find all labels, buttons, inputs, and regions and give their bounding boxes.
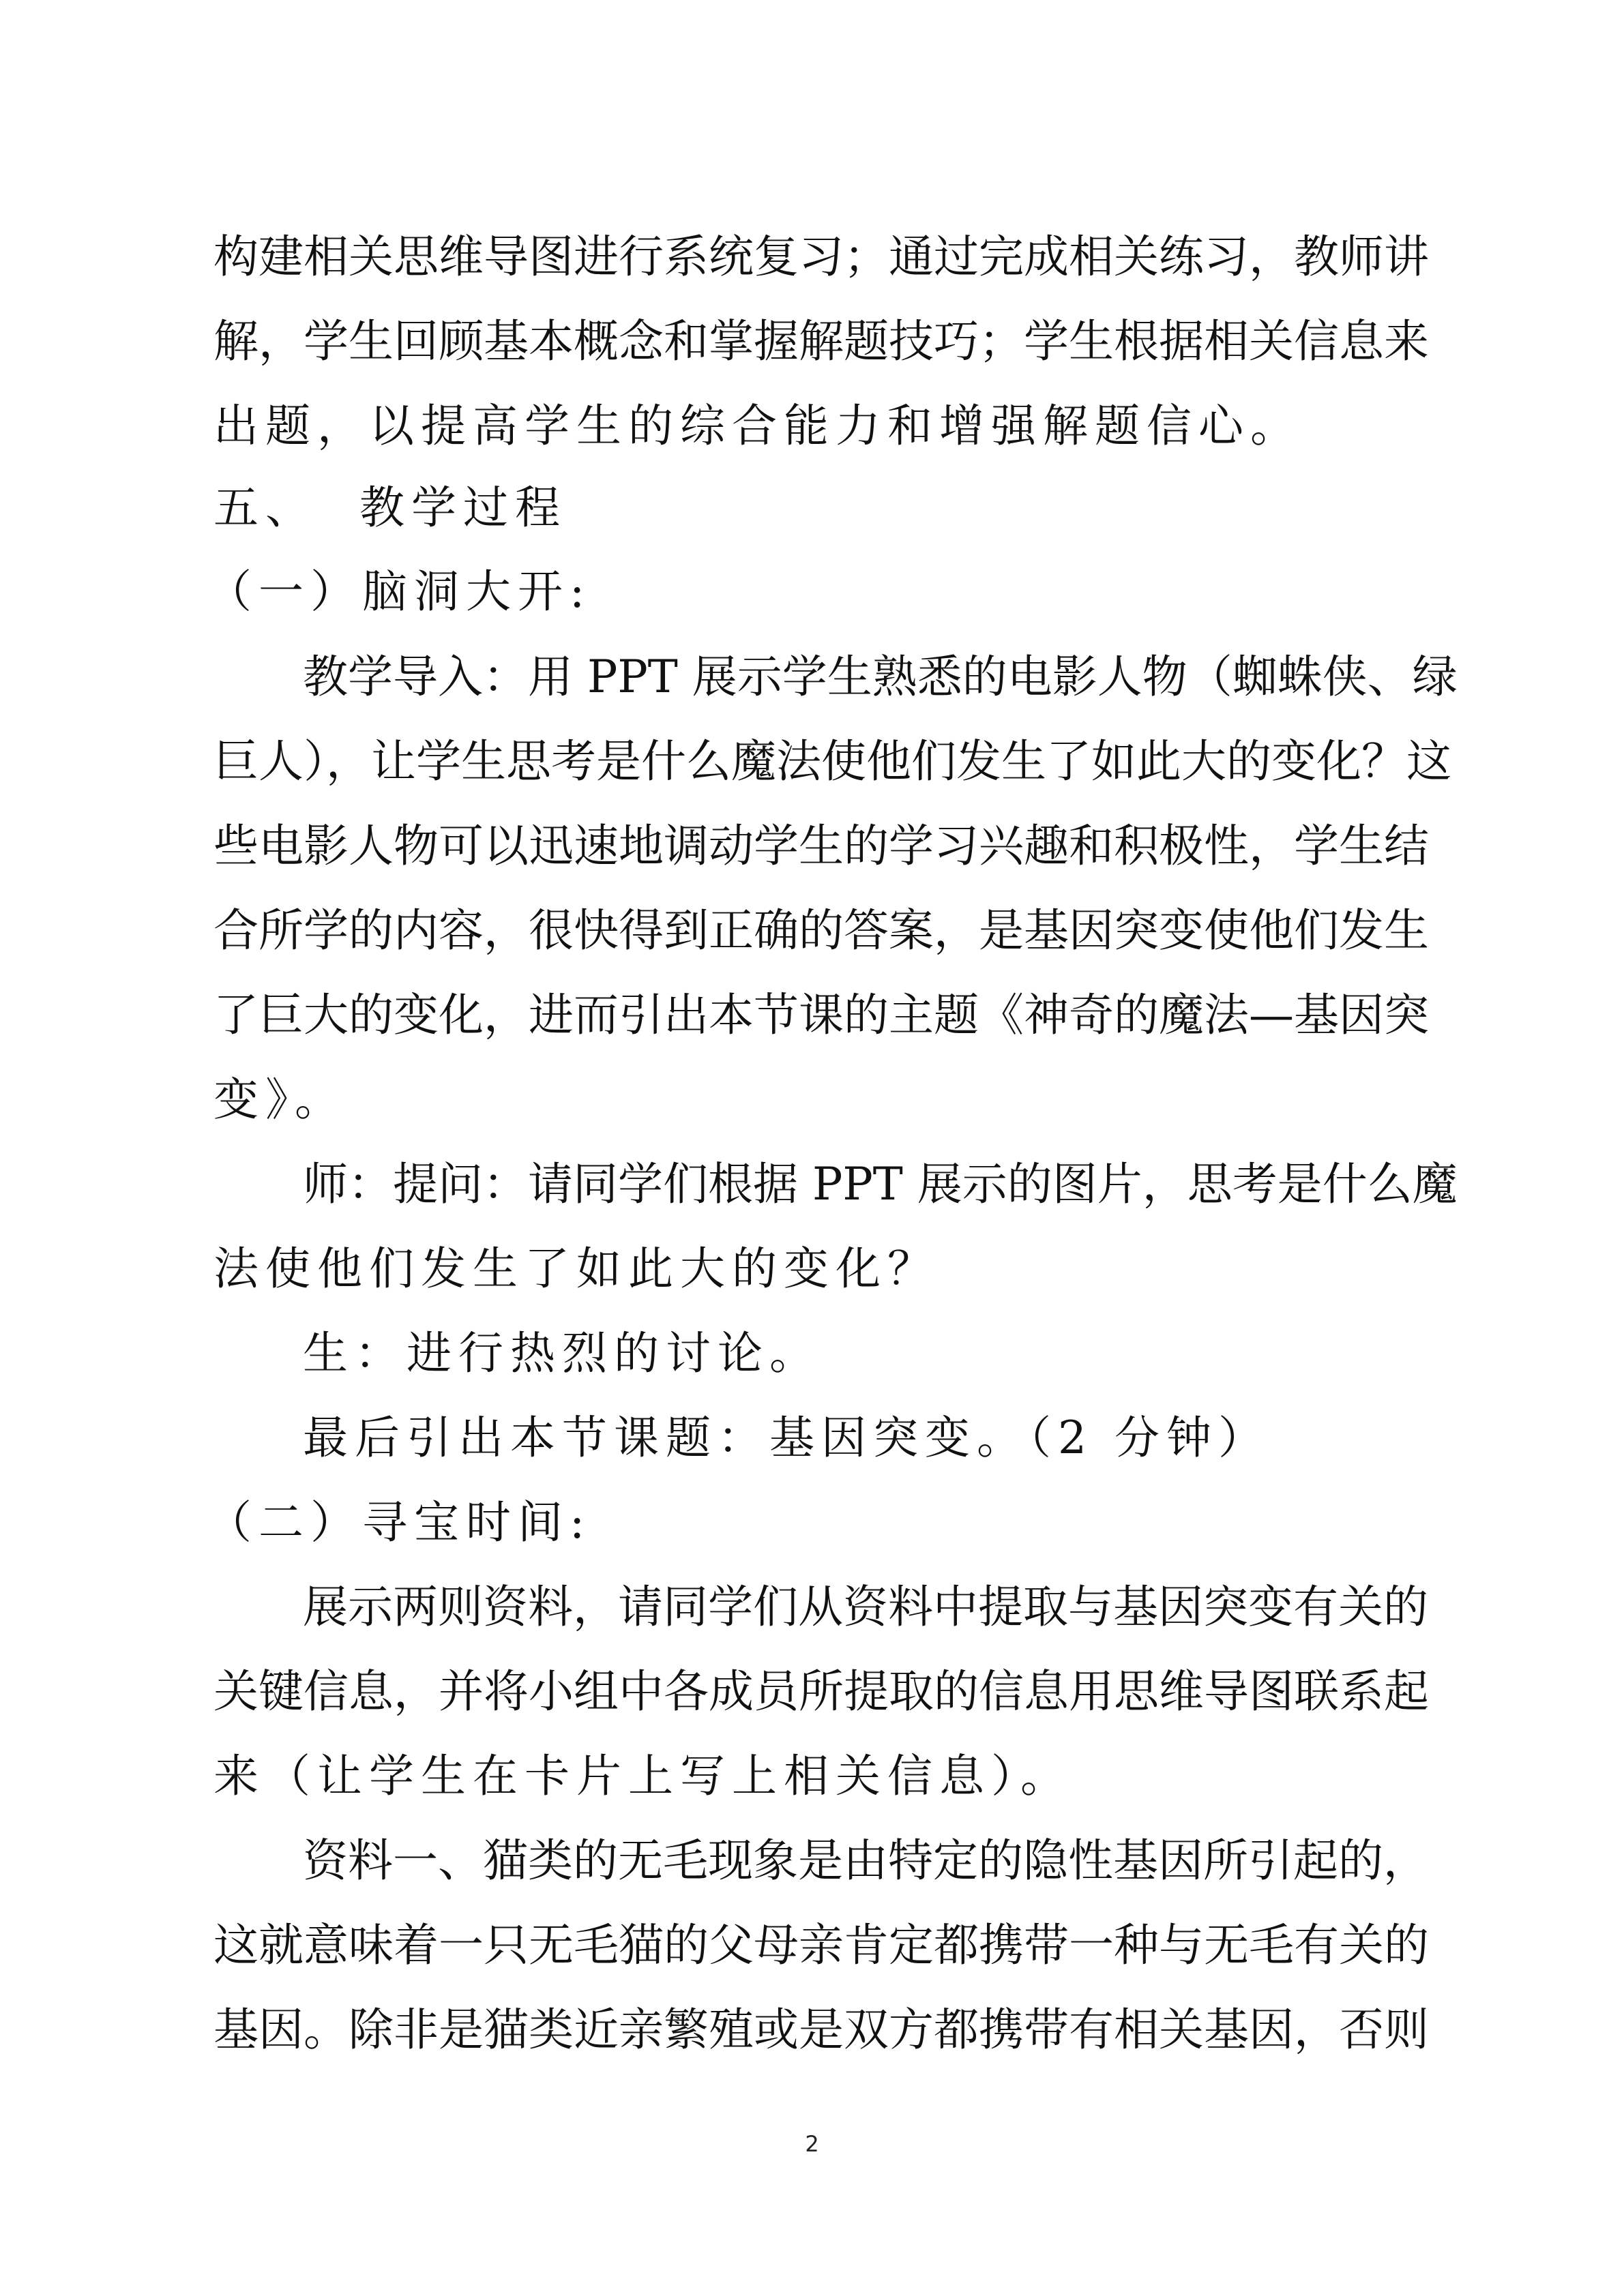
paragraph-line: 师：提问：请同学们根据 PPT 展示的图片，思考是什么魔 bbox=[303, 1158, 1458, 1210]
paragraph-line: 来（让学生在卡片上写上相关信息）。 bbox=[213, 1750, 1072, 1802]
paragraph-line: 最后引出本节课题：基因突变。（2 分钟） bbox=[303, 1412, 1270, 1464]
paragraph-line: 构建相关思维导图进行系统复习；通过完成相关练习，教师讲 bbox=[213, 230, 1429, 283]
paragraph-line: 些电影人物可以迅速地调动学生的学习兴趣和积极性，学生结 bbox=[213, 820, 1429, 872]
paragraph-line: 法使他们发生了如此大的变化？ bbox=[213, 1242, 939, 1295]
paragraph-line: 关键信息，并将小组中各成员所提取的信息用思维导图联系起 bbox=[213, 1665, 1429, 1718]
paragraph-line: 展示两则资料，请同学们从资料中提取与基因突变有关的 bbox=[303, 1581, 1428, 1633]
paragraph-line: 变》。 bbox=[213, 1073, 346, 1126]
paragraph-line: 了巨大的变化，进而引出本节课的主题《神奇的魔法—基因突 bbox=[213, 989, 1429, 1041]
paragraph-line: 生：进行热烈的讨论。 bbox=[303, 1327, 821, 1380]
subsection-heading: （一）脑洞大开: bbox=[207, 565, 592, 618]
paragraph-line: 合所学的内容，很快得到正确的答案，是基因突变使他们发生 bbox=[213, 904, 1429, 957]
section-heading: 五、 教学过程 bbox=[213, 481, 567, 534]
paragraph-line: 教学导入：用 PPT 展示学生熟悉的电影人物（蜘蛛侠、绿 bbox=[303, 651, 1458, 703]
paragraph-line: 这就意味着一只无毛猫的父母亲肯定都携带一种与无毛有关的 bbox=[213, 1919, 1429, 1971]
paragraph-line: 解，学生回顾基本概念和掌握解题技巧；学生根据相关信息来 bbox=[213, 315, 1429, 368]
paragraph-line: 巨人），让学生思考是什么魔法使他们发生了如此大的变化？这 bbox=[213, 735, 1451, 788]
page-number: 2 bbox=[805, 2131, 819, 2157]
paragraph-line: 基因。除非是猫类近亲繁殖或是双方都携带有相关基因，否则 bbox=[213, 2003, 1429, 2056]
subsection-heading: （二）寻宝时间: bbox=[207, 1496, 592, 1549]
paragraph-line: 出题，以提高学生的综合能力和增强解题信心。 bbox=[213, 400, 1302, 452]
paragraph-line: 资料一、猫类的无毛现象是由特定的隐性基因所引起的， bbox=[303, 1834, 1428, 1887]
